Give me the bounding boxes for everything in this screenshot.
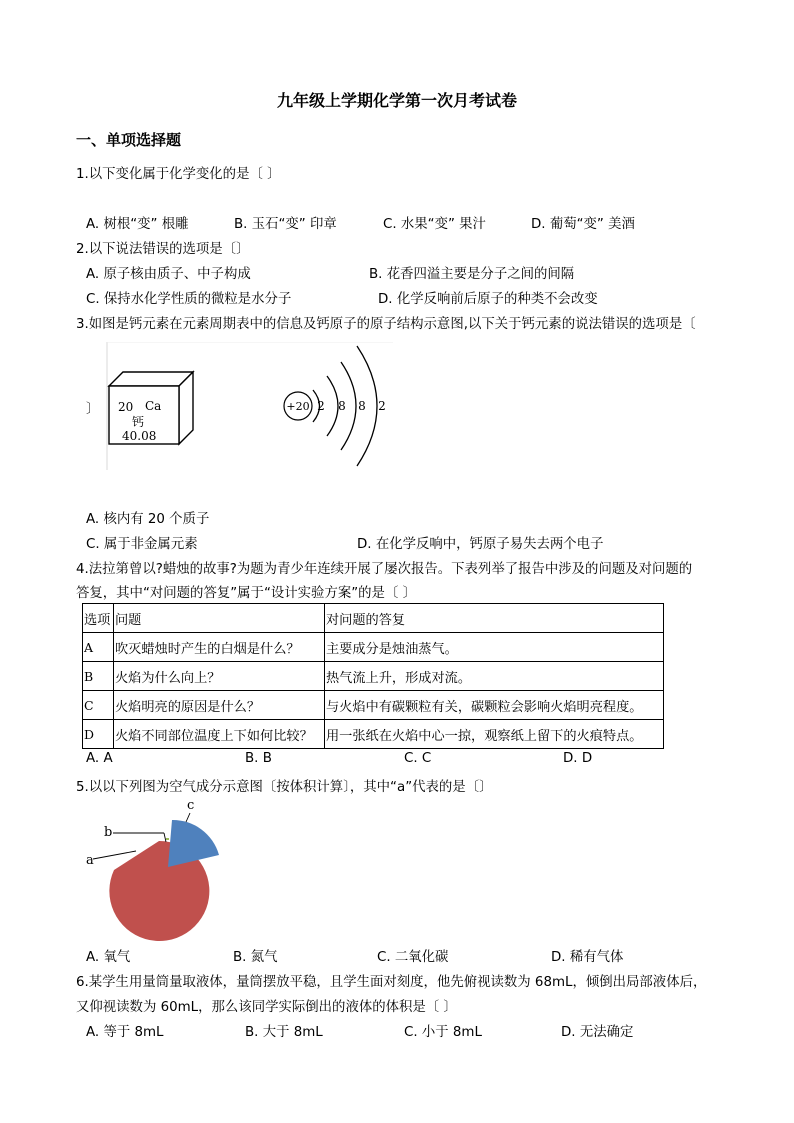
page-title: 九年级上学期化学第一次月考试卷 <box>276 91 517 110</box>
question-2-option-c: C. 保持水化学性质的微粒是水分子 <box>86 292 292 307</box>
table-header-cell: 选项 <box>83 604 114 633</box>
table-cell: 用一张纸在火焰中心一掠，观察纸上留下的火痕特点。 <box>325 720 664 749</box>
pie-label-c: c <box>187 798 195 813</box>
pie-label-b: b <box>104 825 113 840</box>
question-1-stem: 1.以下变化属于化学变化的是〔 〕 <box>76 167 281 182</box>
question-2-option-d: D. 化学反响前后原子的种类不会改变 <box>378 292 598 307</box>
question-6-option-c: C. 小于 8mL <box>404 1025 482 1040</box>
question-5-stem: 5.以以下列图为空气成分示意图〔按体积计算〕，其中“a”代表的是〔〕 <box>76 780 493 795</box>
nucleus-charge: +20 <box>286 400 310 413</box>
atom-structure-diagram <box>284 346 386 466</box>
question-4-table <box>82 603 664 749</box>
question-3-option-c: C. 属于非金属元素 <box>86 537 198 552</box>
question-4-option-b: B. B <box>245 751 272 766</box>
shell-2-count: 8 <box>338 399 346 413</box>
pie-label-a: a <box>86 853 94 868</box>
air-composition-pie <box>80 796 240 942</box>
element-mass: 40.08 <box>122 429 157 443</box>
question-6-option-d: D. 无法确定 <box>561 1025 634 1040</box>
section-heading: 一、单项选择题 <box>76 131 182 149</box>
table-cell: 与火焰中有碳颗粒有关，碳颗粒会影响火焰明亮程度。 <box>325 691 664 720</box>
table-cell: 主要成分是烛油蒸气。 <box>325 633 664 662</box>
table-cell: 火焰不同部位温度上下如何比较？ <box>114 720 325 749</box>
table-header-cell: 对问题的答复 <box>325 604 664 633</box>
question-3-option-a: A. 核内有 20 个质子 <box>86 512 210 527</box>
question-3-stem: 3.如图是钙元素在元素周期表中的信息及钙原子的原子结构示意图,以下关于钙元素的说法错误的选项是〔 <box>76 317 696 332</box>
element-symbol: Ca <box>145 399 162 413</box>
question-4-option-d: D. D <box>563 751 593 766</box>
table-cell: D <box>83 720 114 749</box>
element-number: 20 <box>118 400 134 414</box>
element-name: 钙 <box>132 415 145 429</box>
shell-3-count: 8 <box>358 399 366 413</box>
shell-1-count: 2 <box>317 399 325 413</box>
calcium-figure <box>105 342 395 472</box>
question-2-option-b: B. 花香四溢主要是分子之间的间隔 <box>369 267 575 282</box>
question-5-option-d: D. 稀有气体 <box>551 950 624 965</box>
question-6-stem-line-2: 又仰视读数为 60mL，那么该同学实际倒出的液体的体积是〔 〕 <box>76 1000 457 1015</box>
table-cell: C <box>83 691 114 720</box>
table-header-cell: 问题 <box>114 604 325 633</box>
question-6-option-b: B. 大于 8mL <box>245 1025 323 1040</box>
question-3-stem-end: 〕 <box>86 402 100 417</box>
question-1-option-c: C. 水果“变” 果汁 <box>383 217 486 232</box>
question-4-stem-line-1: 4.法拉第曾以?蜡烛的故事?为题为青少年连续开展了屡次报告。下表列举了报告中涉及的问题及对问题的 <box>76 562 693 577</box>
question-5-option-c: C. 二氧化碳 <box>377 950 449 965</box>
table-cell: 热气流上升，形成对流。 <box>325 662 664 691</box>
table-cell: 火焰明亮的原因是什么？ <box>114 691 325 720</box>
table-row <box>83 633 664 662</box>
question-5-option-a: A. 氧气 <box>86 950 131 965</box>
question-1-option-d: D. 葡萄“变” 美酒 <box>531 217 635 232</box>
shell-4-count: 2 <box>378 399 386 413</box>
table-cell: B <box>83 662 114 691</box>
question-2-stem: 2.以下说法错误的选项是〔〕 <box>76 242 250 257</box>
question-4-option-a: A. A <box>86 751 113 766</box>
question-1-option-a: A. 树根“变” 根雕 <box>86 217 189 232</box>
question-2-option-a: A. 原子核由质子、中子构成 <box>86 267 251 282</box>
periodic-table-cube <box>109 372 193 444</box>
question-6-option-a: A. 等于 8mL <box>86 1025 164 1040</box>
question-4-option-c: C. C <box>404 751 432 766</box>
table-row <box>83 720 664 749</box>
question-4-stem-line-2: 答复，其中“对问题的答复”属于“设计实验方案”的是〔 〕 <box>76 586 416 601</box>
table-row <box>83 662 664 691</box>
question-6-stem-line-1: 6.某学生用量筒量取液体，量筒摆放平稳，且学生面对刻度，他先俯视读数为 68mL，倾倒出局部液体后， <box>76 975 707 990</box>
table-cell: 火焰为什么向上？ <box>114 662 325 691</box>
table-row <box>83 691 664 720</box>
table-cell: 吹灭蜡烛时产生的白烟是什么？ <box>114 633 325 662</box>
table-cell: A <box>83 633 114 662</box>
pie-slice-c <box>168 820 219 867</box>
question-5-option-b: B. 氮气 <box>233 950 278 965</box>
question-3-option-d: D. 在化学反响中，钙原子易失去两个电子 <box>357 537 604 552</box>
table-header-row <box>83 604 664 633</box>
question-1-option-b: B. 玉石“变” 印章 <box>234 217 337 232</box>
